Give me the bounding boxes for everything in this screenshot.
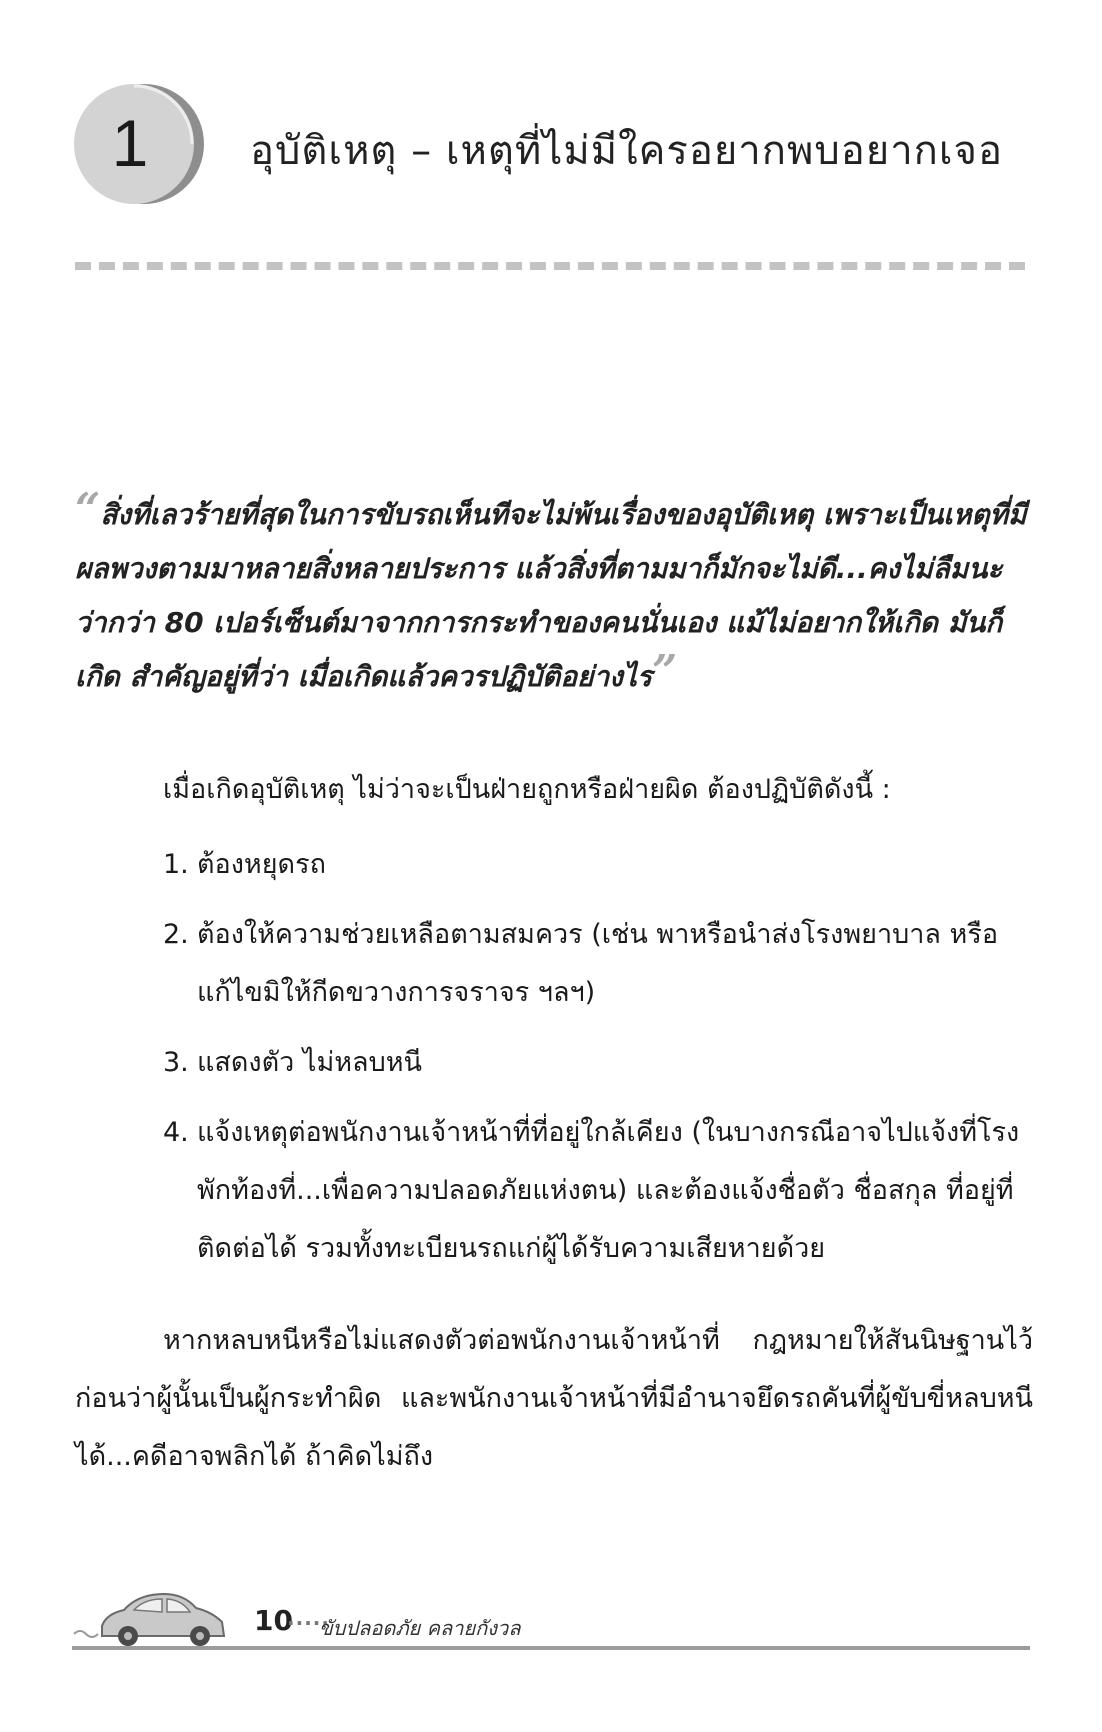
footer-dots: ..... xyxy=(287,1606,330,1630)
list-item xyxy=(163,1104,1033,1278)
book-title: ขับปลอดภัย คลายกังวล xyxy=(319,1616,521,1640)
footer-rule xyxy=(72,1646,1030,1650)
steps-list xyxy=(163,836,1033,1290)
step-text: ต้องให้ความช่วยเหลือตามสมควร (เช่น พาหรือนำส่งโรงพยาบาล หรือแก้ไขมิให้กีดขวางการจราจร ฯลฯ) xyxy=(197,919,999,1008)
page-footer xyxy=(72,1590,1032,1650)
list-item xyxy=(163,906,1033,1022)
section-divider xyxy=(75,262,1025,270)
chapter-badge-circle xyxy=(70,78,210,218)
step-text: แจ้งเหตุต่อพนักงานเจ้าหน้าที่ที่อยู่ใกล้เคียง (ในบางกรณีอาจไปแจ้งที่โรงพักท้องที่...เพื่อความปลอดภัยแห่งตน) และต้องแจ้งชื่อตัว ชื่อสกุล ที่อยู่ที่ติดต่อได้ รวมทั้งทะเบียนรถแก่ผู้ได้รับความเสียหายด้วย xyxy=(197,1117,1020,1264)
list-item xyxy=(163,836,1033,894)
step-number: 1. xyxy=(163,849,189,880)
chapter-title: อุบัติเหตุ – เหตุที่ไม่มีใครอยากพบอยากเจอ xyxy=(250,128,1004,174)
pull-quote xyxy=(75,484,1030,704)
body-paragraph: หากหลบหนีหรือไม่แสดงตัวต่อพนักงานเจ้าหน้าที่ กฎหมายให้สันนิษฐานไว้ก่อนว่าผู้นั้นเป็นผู้กระทำผิด และพนักงานเจ้าหน้าที่มีอำนาจยึดรถคันที่ผู้ขับขี่หลบหนีได้...คดีอาจพลิกได้ ถ้าคิดไม่ถึง xyxy=(75,1325,1033,1472)
open-quote-mark: “ xyxy=(75,484,101,535)
chapter-number: 1 xyxy=(111,106,149,180)
page-number: 10 xyxy=(254,1604,293,1637)
step-number: 3. xyxy=(163,1047,189,1078)
intro-line: เมื่อเกิดอุบัติเหตุ ไม่ว่าจะเป็นฝ่ายถูกหรือฝ่ายผิด ต้องปฏิบัติดังนี้ : xyxy=(163,774,891,805)
step-text: แสดงตัว ไม่หลบหนี xyxy=(197,1047,422,1078)
car-icon xyxy=(72,1590,247,1648)
step-text: ต้องหยุดรถ xyxy=(197,849,326,880)
chapter-badge xyxy=(70,78,210,218)
list-item xyxy=(163,1034,1033,1092)
quote-text: สิ่งที่เลวร้ายที่สุดในการขับรถเห็นทีจะไม่พ้นเรื่องของอุบัติเหตุ เพราะเป็นเหตุที่มีผลพวงตามมาหลายสิ่งหลายประการ แล้วสิ่งที่ตามมาก็มักจะไม่ดี...คงไม่ลืมนะว่ากว่า 80 เปอร์เซ็นต์มาจากการกระทำของคนนั่นเอง แม้ไม่อยากให้เกิด มันก็เกิด สำคัญอยู่ที่ว่า เมื่อเกิดแล้วควรปฏิบัติอย่างไร xyxy=(75,498,1027,693)
close-quote-mark: ” xyxy=(651,646,678,697)
step-number: 4. xyxy=(163,1117,189,1148)
step-number: 2. xyxy=(163,919,189,950)
